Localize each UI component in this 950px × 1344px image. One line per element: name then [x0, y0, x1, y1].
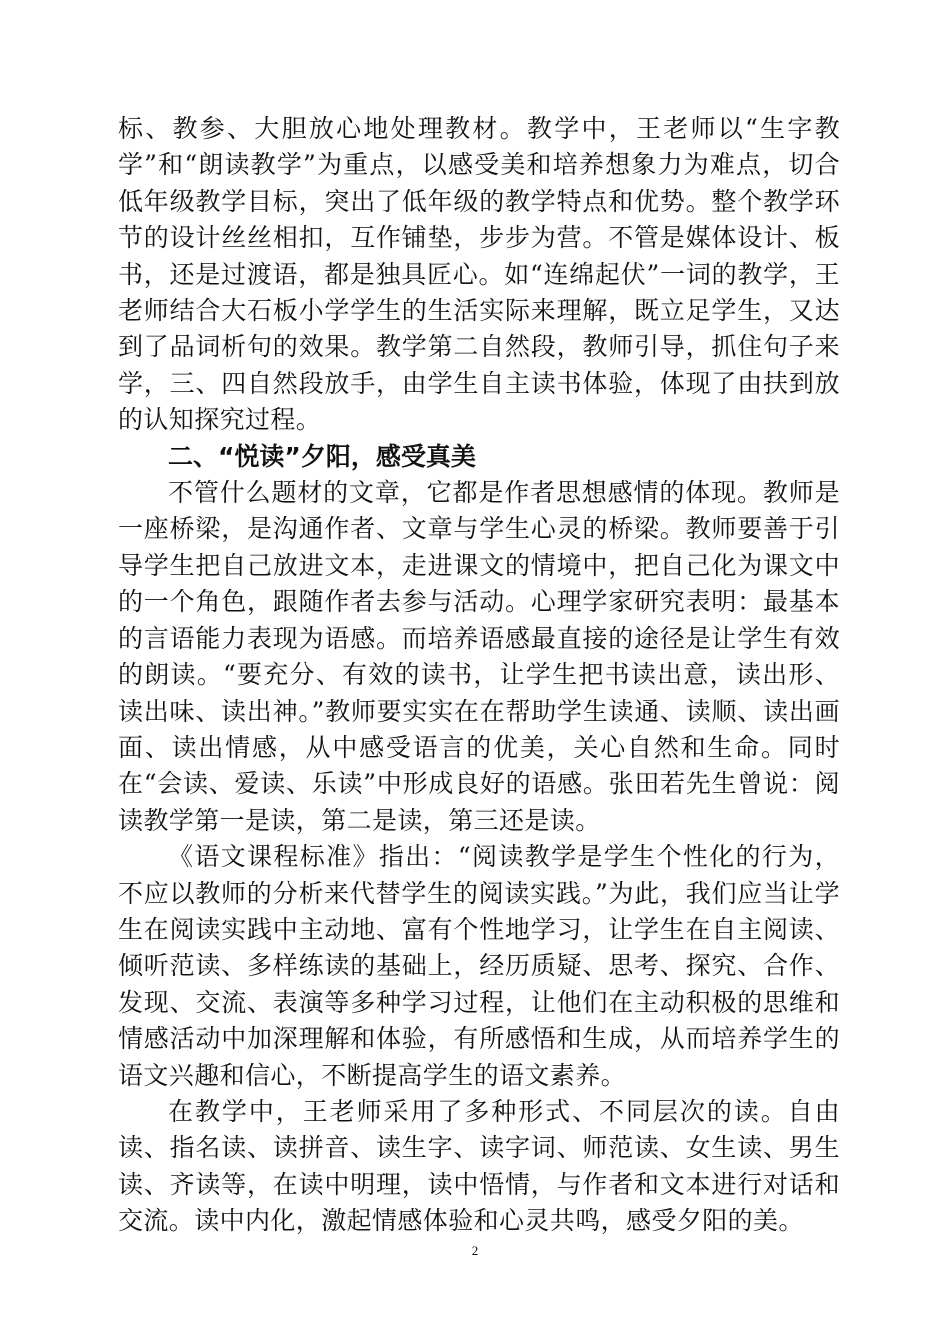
- section-heading: 二、“悦读”夕阳，感受真美: [168, 441, 476, 471]
- paragraph-reading-forms: 在教学中，王老师采用了多种形式、不同层次的读。自由读、指名读、读拼音、读生字、读字词、师范读、女生读、男生读、齐读等，在读中明理，读中悟情，与作者和文本进行对话和交流。读中内化，激起情感体验和心灵共鸣，感受夕阳的美。: [118, 1096, 840, 1236]
- paragraph-reading-emotion: 不管什么题材的文章，它都是作者思想感情的体现。教师是一座桥梁，是沟通作者、文章与学生心灵的桥梁。教师要善于引导学生把自己放进文本，走进课文的情境中，把自己化为课文中的一个角色，跟随作者去参与活动。心理学家研究表明：最基本的言语能力表现为语感。而培养语感最直接的途径是让学生有效的朗读。“要充分、有效的读书，让学生把书读出意，读出形、读出味、读出神。”教师要实实在在帮助学生读通、读顺、读出画面、读出情感，从中感受语言的优美，关心自然和生命。同时在“会读、爱读、乐读”中形成良好的语感。张田若先生曾说：阅读教学第一是读，第二是读，第三还是读。: [118, 478, 840, 835]
- document-page: [118, 111, 840, 1240]
- paragraph-curriculum-standard: 《语文课程标准》指出：“阅读教学是学生个性化的行为，不应以教师的分析来代替学生的阅读实践。”为此，我们应当让学生在阅读实践中主动地、富有个性地学习，让学生在自主阅读、倾听范读、多样练读的基础上，经历质疑、思考、探究、合作、发现、交流、表演等多种学习过程，让他们在主动积极的思维和情感活动中加深理解和体验，有所感悟和生成，从而培养学生的语文兴趣和信心，不断提高学生的语文素养。: [118, 842, 840, 1090]
- paragraph-continuation: 标、教参、大胆放心地处理教材。教学中，王老师以“生字教学”和“朗读教学”为重点，以感受美和培养想象力为难点，切合低年级教学目标，突出了低年级的教学特点和优势。整个教学环节的设计丝丝相扣，互作铺垫，步步为营。不管是媒体设计、板书，还是过渡语，都是独具匠心。如“连绵起伏”一词的教学，王老师结合大石板小学学生的生活实际来理解，既立足学生，又达到了品词析句的效果。教学第二自然段，教师引导，抓住句子来学，三、四自然段放手，由学生自主读书体验，体现了由扶到放的认知探究过程。: [118, 114, 840, 435]
- page-number: 2: [471, 1243, 479, 1258]
